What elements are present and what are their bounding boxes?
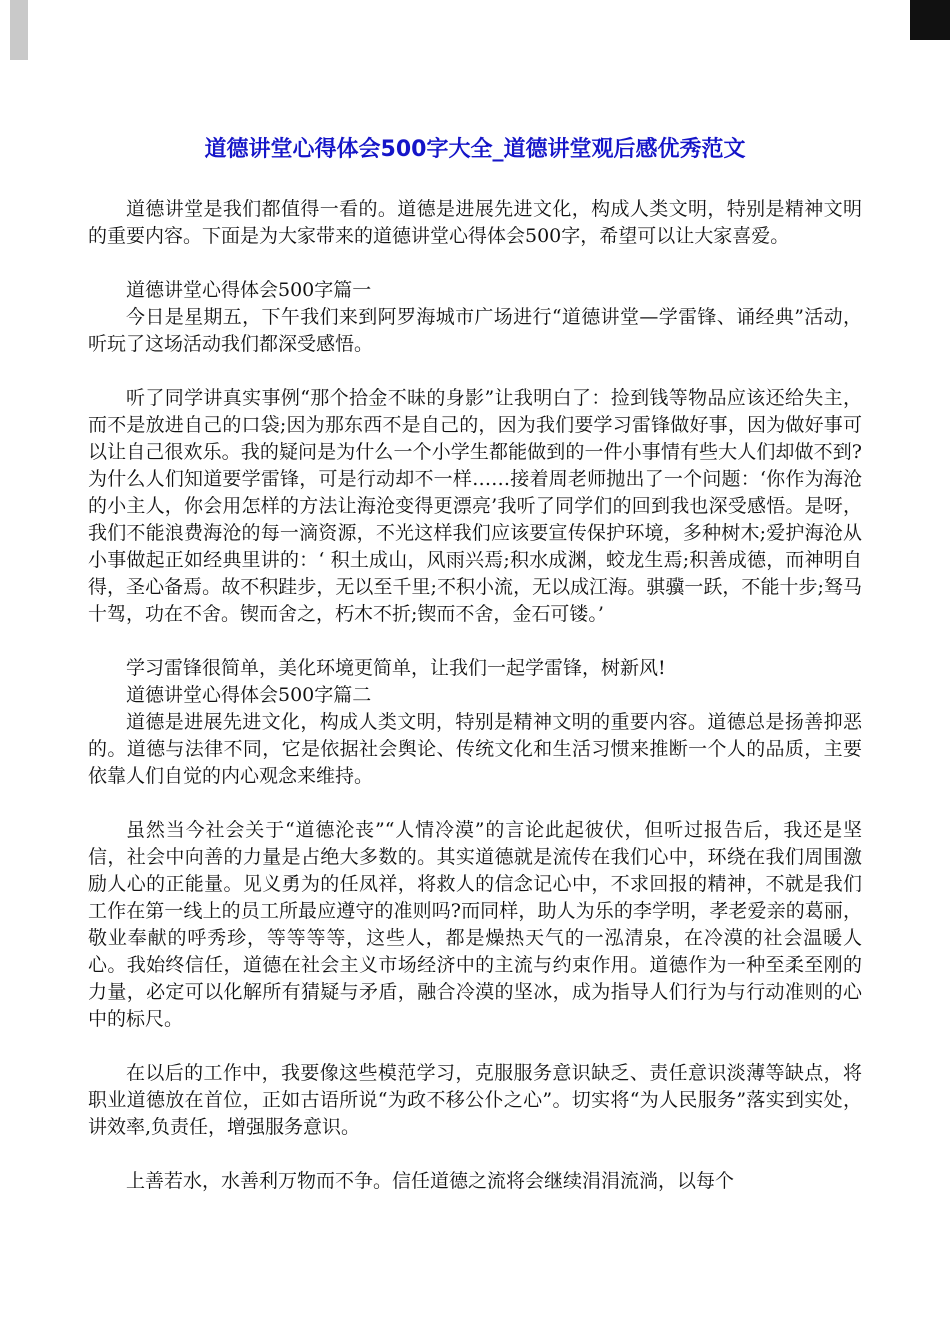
paragraph-2: 听了同学讲真实事例“那个拾金不昧的身影”让我明白了：捡到钱等物品应该还给失主，而不是放进自己的口袋;因为那东西不是自己的，因为我们要学习雷锋做好事，因为做好事可以让自己很欢乐。我的疑问是为什么一个小学生都能做到的一件小事情有些大人们却做不到?为什么人们知道要学雷锋，可是行动却不一样……接着周老师抛出了一个问题：‘你作为海沧的小主人，你会用怎样的方法让海沧变得更漂亮’我听了同学们的回到我也深受感悟。是呀，我们不能浪费海沧的每一滴资源，不光这样我们应该要宣传保护环境，多种树木;爱护海沧从小事做起正如经典里讲的：‘ 积土成山，风雨兴焉;积水成渊，蛟龙生焉;积善成德，而神明自得，圣心备焉。故不积跬步，无以至千里;不积小流，无以成江海。骐骥一跃，不能十步;驽马十驾，功在不舍。锲而舍之，朽木不折;锲而不舍，金石可镂。’ bbox=[88, 387, 862, 625]
section-heading-1: 道德讲堂心得体会500字篇一 bbox=[126, 279, 372, 301]
paragraph-6: 在以后的工作中，我要像这些模范学习，克服服务意识缺乏、责任意识淡薄等缺点，将职业道德放在首位，正如古语所说“为政不移公仆之心”。切实将“为人民服务”落实到实处，讲效率,负责任，增强服务意识。 bbox=[88, 1062, 862, 1138]
corner-mark bbox=[910, 0, 950, 40]
paragraph-intro: 道德讲堂是我们都值得一看的。道德是进展先进文化，构成人类文明，特别是精神文明的重要内容。下面是为大家带来的道德讲堂心得体会500字，希望可以让大家喜爱。 bbox=[88, 198, 862, 247]
section-heading-2: 道德讲堂心得体会500字篇二 bbox=[126, 684, 372, 706]
document-title: 道德讲堂心得体会500字大全_道德讲堂观后感优秀范文 bbox=[204, 137, 746, 162]
paragraph-5: 虽然当今社会关于“道德沦丧”“人情冷漠”的言论此起彼伏，但听过报告后，我还是坚信，社会中向善的力量是占绝大多数的。其实道德就是流传在我们心中，环绕在我们周围激励人心的正能量。见义勇为的任凤祥，将救人的信念记心中，不求回报的精神，不就是我们工作在第一线上的员工所最应遵守的准则吗?而同样，助人为乐的李学明，孝老爱亲的葛丽，敬业奉献的呼秀珍，等等等等，这些人，都是燥热天气的一泓清泉，在冷漠的社会温暖人心。我始终信任，道德在社会主义市场经济中的主流与约束作用。道德作为一种至柔至刚的力量，必定可以化解所有猜疑与矛盾，融合冷漠的坚冰，成为指导人们行为与行动准则的心中的标尺。 bbox=[88, 819, 862, 1030]
paragraph-7: 上善若水，水善利万物而不争。信任道德之流将会继续涓涓流淌，以每个 bbox=[126, 1170, 735, 1192]
paragraph-4: 道德是进展先进文化，构成人类文明，特别是精神文明的重要内容。道德总是扬善抑恶的。道德与法律不同，它是依据社会舆论、传统文化和生活习惯来推断一个人的品质，主要依靠人们自觉的内心观念来维持。 bbox=[88, 711, 862, 787]
paragraph-1: 今日是星期五，下午我们来到阿罗海城市广场进行“道德讲堂—学雷锋、诵经典”活动，听玩了这场活动我们都深受感悟。 bbox=[88, 306, 862, 355]
paragraph-3: 学习雷锋很简单，美化环境更简单，让我们一起学雷锋，树新风! bbox=[126, 657, 666, 679]
header-mark bbox=[10, 0, 28, 60]
document-body bbox=[88, 196, 862, 1195]
